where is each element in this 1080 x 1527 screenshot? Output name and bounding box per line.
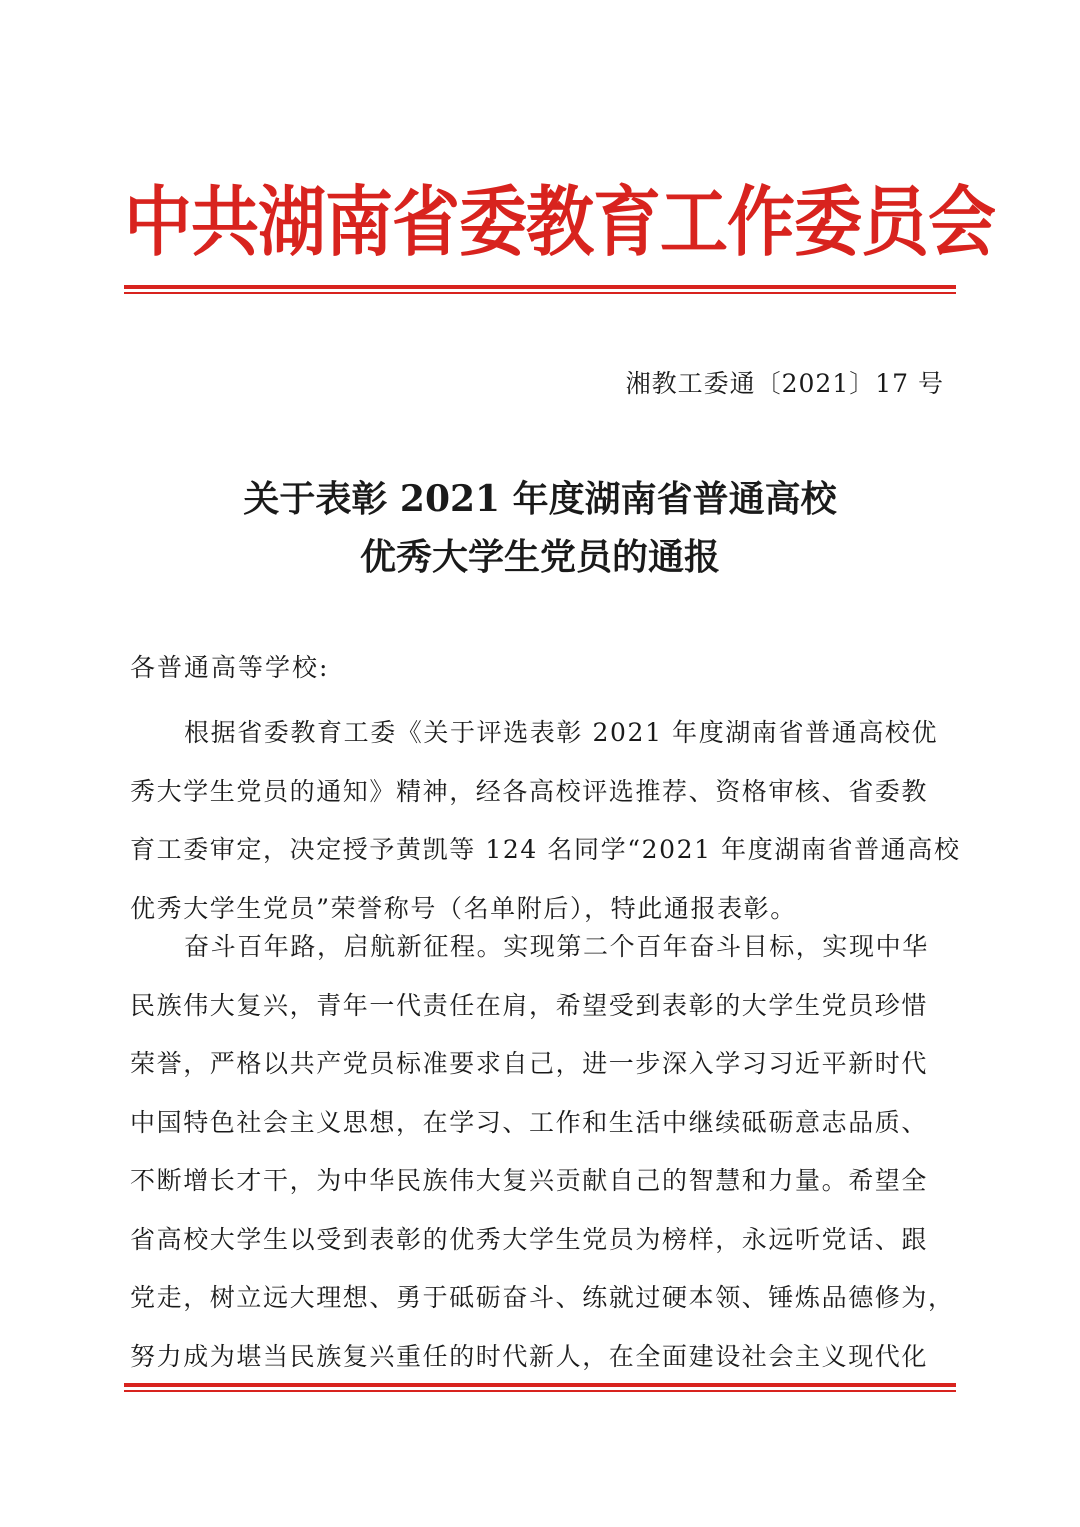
footer-red-rule-thin (124, 1390, 956, 1392)
paragraph-2 (130, 918, 955, 1386)
paragraph-line: 育工委审定，决定授予黄凯等 124 名同学“2021 年度湖南省普通高校 (130, 835, 961, 864)
paragraph-line: 奋斗百年路，启航新征程。实现第二个百年奋斗目标，实现中华 (184, 932, 929, 961)
paragraph-line: 党走，树立远大理想、勇于砥砺奋斗、练就过硬本领、锤炼品德修为， (130, 1283, 955, 1312)
document-number: 湘教工委通〔2021〕17 号 (625, 369, 944, 398)
paragraph-line: 荣誉，严格以共产党员标准要求自己，进一步深入学习习近平新时代 (130, 1049, 929, 1078)
header-red-rule (124, 285, 956, 294)
document-title-line-1: 关于表彰 2021 年度湖南省普通高校 (243, 478, 837, 520)
paragraph-line: 省高校大学生以受到表彰的优秀大学生党员为榜样，永远听党话、跟 (130, 1224, 929, 1254)
paragraph-1 (130, 704, 961, 938)
footer-red-rule (124, 1383, 956, 1392)
header-red-rule-thick (124, 285, 956, 289)
salutation: 各普通高等学校: (130, 653, 330, 682)
footer-red-rule-thick (124, 1383, 956, 1387)
paragraph-line: 中国特色社会主义思想，在学习、工作和生活中继续砥砺意志品质、 (130, 1107, 929, 1137)
issuing-organization-header: 中共湖南省委教育工作委员会 (124, 179, 996, 268)
paragraph-line: 秀大学生党员的通知》精神，经各高校评选推荐、资格审核、省委教 (130, 776, 929, 806)
paragraph-line: 根据省委教育工委《关于评选表彰 2021 年度湖南省普通高校优 (184, 718, 939, 747)
paragraph-line: 民族伟大复兴，青年一代责任在肩，希望受到表彰的大学生党员珍惜 (130, 990, 929, 1020)
header-red-rule-thin (124, 292, 956, 294)
document-title-line-2: 优秀大学生党员的通报 (359, 536, 720, 578)
document-title (124, 470, 956, 586)
paragraph-line: 不断增长才干，为中华民族伟大复兴贡献自己的智慧和力量。希望全 (130, 1166, 929, 1195)
paragraph-line: 优秀大学生党员”荣誉称号（名单附后），特此通报表彰。 (130, 893, 797, 923)
paragraph-line: 努力成为堪当民族复兴重任的时代新人，在全面建设社会主义现代化 (130, 1341, 929, 1371)
